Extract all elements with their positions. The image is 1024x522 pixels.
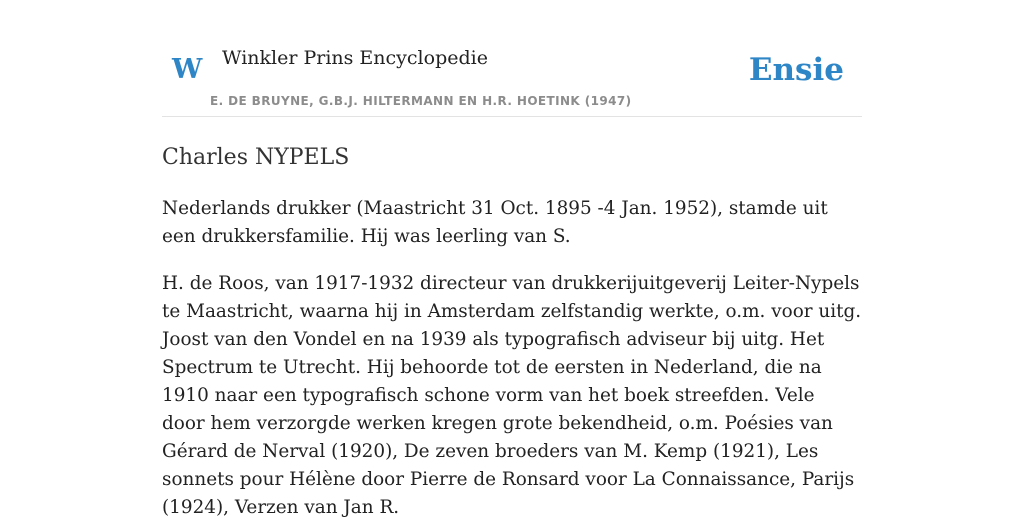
article-title: Charles NYPELS bbox=[162, 145, 350, 170]
article-paragraph-2: H. de Roos, van 1917-1932 directeur van drukkerijuitgeverij Leiter-Nypels te Maastricht, waarna hij in Amsterdam zelfstandig werkte, o.m. voor uitg. Joost van den Vondel en na 1939 als typografisch adviseur bij uitg. Het Spectrum te Utrecht. Hij behoorde tot de eersten in Nederland, die na 1910 naar een typografisch schone vorm van het boek streefden. Vele door hem verzorgde werken kregen grote bekendheid, o.m. Poésies van Gérard de Nerval (1920), De zeven broeders van M. Kemp (1921), Les sonnets pour Hélène door Pierre de Ronsard voor La Connaissance, Parijs (1924), Verzen van Jan R. bbox=[162, 273, 862, 518]
winkler-prins-logo[interactable]: W bbox=[172, 54, 203, 85]
source-title[interactable]: Winkler Prins Encyclopedie bbox=[222, 47, 488, 69]
article-paragraph-1: Nederlands drukker (Maastricht 31 Oct. 1895 -4 Jan. 1952), stamde uit een drukkersfamilie. Hij was leerling van S. bbox=[162, 198, 828, 247]
source-header bbox=[162, 0, 862, 117]
ensie-logo[interactable]: Ensie bbox=[748, 52, 844, 88]
page bbox=[162, 0, 862, 522]
source-authors: E. DE BRUYNE, G.B.J. HILTERMANN EN H.R. HOETINK (1947) bbox=[210, 94, 632, 108]
